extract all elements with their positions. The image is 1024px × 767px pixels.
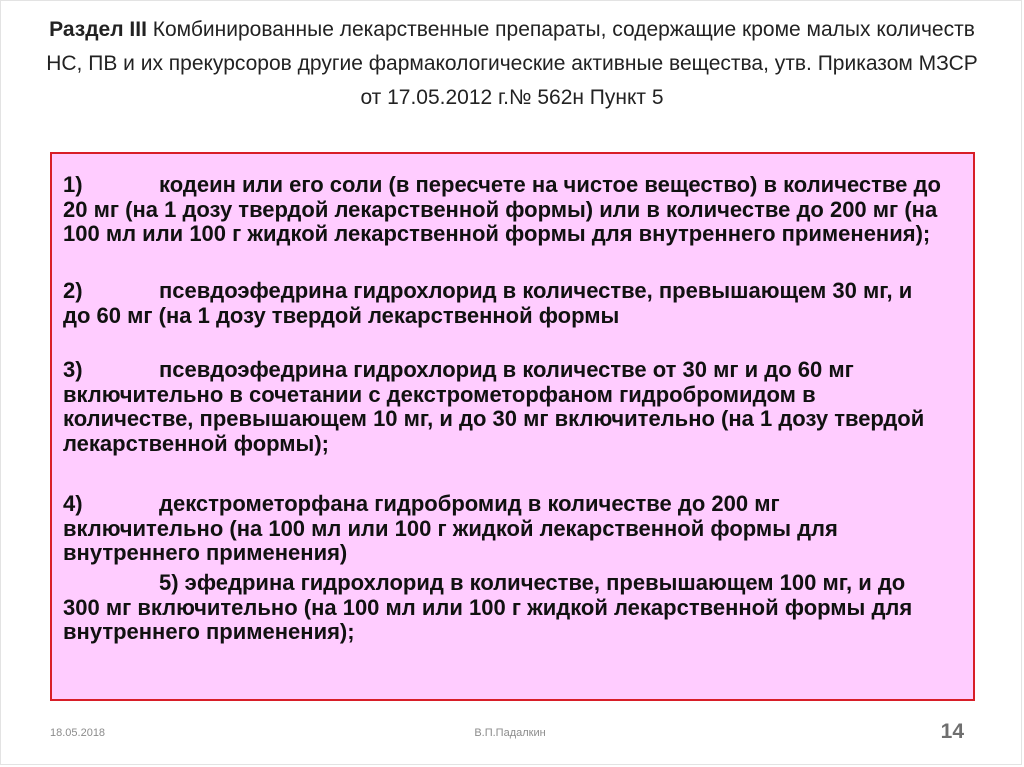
list-item-text: псевдоэфедрина гидрохлорид в количестве, превышающем 30 мг, и до 60 мг (на 1 дозу твердой лекарственной формы [63, 278, 913, 328]
list-item-text: псевдоэфедрина гидрохлорид в количестве от 30 мг и до 60 мг включительно в сочетании с декстрометорфаном гидробромидом в количестве, превышающем 10 мг, и до 30 мг включительно (на 1 дозу твердой лекарственной формы); [63, 357, 925, 456]
list-item-number: 4) [63, 491, 83, 516]
slide-title [40, 13, 984, 115]
list-item-text: кодеин или его соли (в пересчете на чистое вещество) в количестве до 20 мг (на 1 дозу твердой лекарственной формы) или в количестве до 200 мг (на 100 мл или 100 г жидкой лекарственной формы для внутреннего применения); [63, 172, 941, 246]
footer-date: 18.05.2018 [50, 727, 106, 739]
list-item-3 [63, 358, 943, 456]
list-item-text: декстрометорфана гидробромид в количестве до 200 мг включительно (на 100 мл или 100 г жидкой лекарственной формы для внутреннего применения) [63, 491, 838, 565]
list-item-number: 2) [63, 278, 83, 303]
title-section-label: Раздел III [49, 18, 147, 41]
list-item-2 [63, 279, 943, 328]
list-item-4 [63, 492, 943, 566]
list-item-text: 5) эфедрина гидрохлорид в количестве, превышающем 100 мг, и до 300 мг включительно (на 100 мл или 100 г жидкой лекарственной формы для внутреннего применения); [63, 570, 913, 644]
list-item-1 [63, 173, 943, 247]
list-item-number: 1) [63, 172, 83, 197]
footer-author: В.П.Падалкин [474, 727, 546, 739]
list-item-5 [63, 571, 943, 645]
content-box [50, 152, 975, 701]
title-description: Комбинированные лекарственные препараты, содержащие кроме малых количеств НС, ПВ и их прекурсоров другие фармакологические активные вещества, утв. Приказом МЗСР от 17.05.2012 г.№ 562н Пункт 5 [46, 18, 978, 109]
list-item-number: 3) [63, 357, 83, 382]
page-number: 14 [940, 720, 964, 743]
